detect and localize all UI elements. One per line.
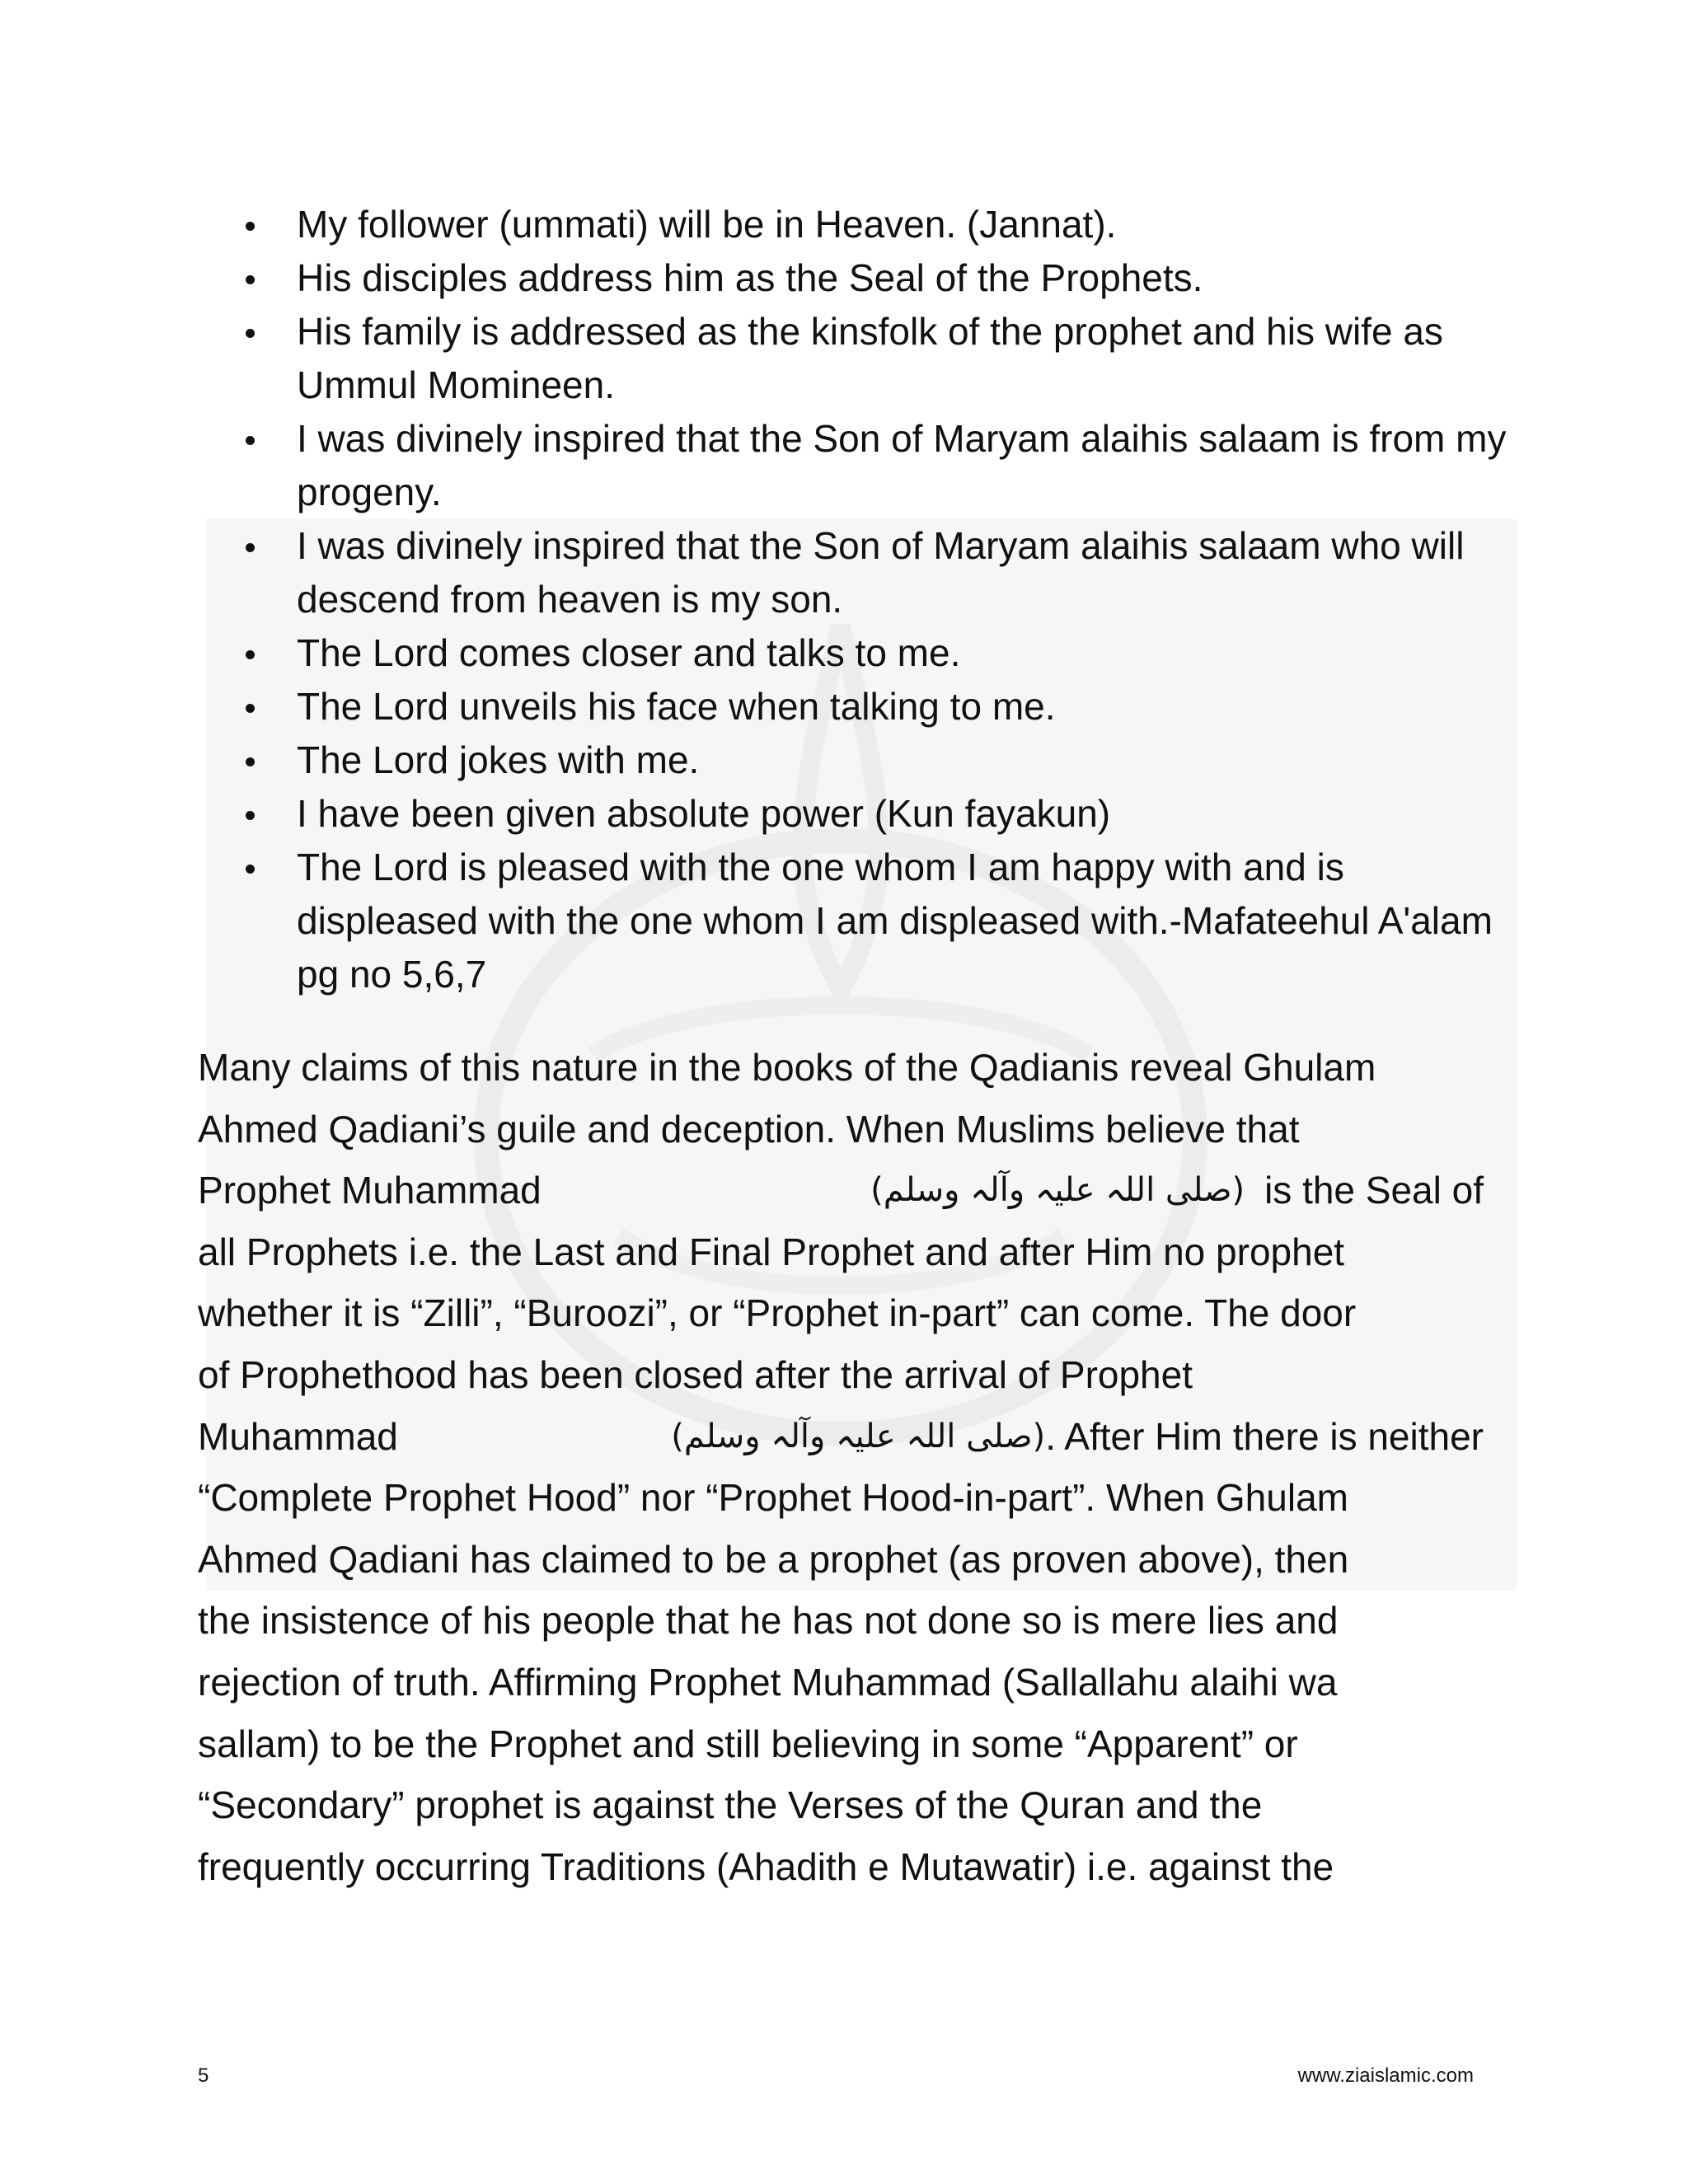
body-paragraph [198, 1037, 1484, 1897]
paragraph-line: sallam) to be the Prophet and still believing in some “Apparent” or [198, 1722, 1298, 1765]
list-item: The Lord jokes with me. [198, 733, 1517, 787]
paragraph-text: Prophet Muhammad [198, 1169, 542, 1212]
paragraph-line: frequently occurring Traditions (Ahadith e Mutawatir) i.e. against the [198, 1844, 1334, 1888]
paragraph-line [198, 1406, 1484, 1468]
paragraph-text: is the Seal of [1264, 1169, 1484, 1212]
bullet-icon [246, 757, 255, 766]
paragraph-text: . After Him there is neither [1045, 1414, 1484, 1458]
list-item: I was divinely inspired that the Son of Maryam alaihis salaam is from my progeny. [198, 412, 1517, 519]
paragraph-line: Ahmed Qadiani has claimed to be a prophet (as proven above), then [198, 1537, 1349, 1581]
paragraph-text: Muhammad [198, 1414, 398, 1458]
bullet-icon [246, 865, 255, 874]
list-item: The Lord is pleased with the one whom I am happy with and is displeased with the one whom I am displeased with.-Mafateehul A'alam pg no 5,6,7 [198, 841, 1517, 1001]
bullet-icon [246, 704, 255, 713]
claims-bullet-list [198, 198, 1517, 1001]
paragraph-line: all Prophets i.e. the Last and Final Prophet and after Him no prophet [198, 1230, 1345, 1273]
paragraph-line [198, 1160, 1484, 1221]
arabic-salutation: (صلی اللہ علیہ وآلہ وسلم) [870, 1171, 1245, 1210]
bullet-icon [246, 329, 255, 338]
bullet-icon [246, 436, 255, 445]
list-item: I have been given absolute power (Kun fayakun) [198, 787, 1517, 841]
footer-website: www.ziaislamic.com [1297, 2064, 1474, 2087]
paragraph-line: of Prophethood has been closed after the arrival of Prophet [198, 1352, 1193, 1396]
list-item: His family is addressed as the kinsfolk of the prophet and his wife as Ummul Momineen. [198, 305, 1517, 412]
paragraph-line: “Secondary” prophet is against the Verses of the Quran and the [198, 1783, 1263, 1827]
list-item: I was divinely inspired that the Son of Maryam alaihis salaam who will descend from heaven is my son. [198, 519, 1517, 626]
paragraph-line: the insistence of his people that he has not done so is mere lies and [198, 1599, 1339, 1643]
list-item: The Lord comes closer and talks to me. [198, 626, 1517, 680]
paragraph-line: Many claims of this nature in the books of the Qadianis reveal Ghulam [198, 1046, 1376, 1089]
paragraph-line: “Complete Prophet Hood” nor “Prophet Hood-in-part”. When Ghulam [198, 1476, 1348, 1520]
paragraph-line: Ahmed Qadiani’s guile and deception. When Muslims believe that [198, 1107, 1300, 1151]
bullet-icon [246, 222, 255, 231]
list-item: The Lord unveils his face when talking to me. [198, 680, 1517, 733]
bullet-icon [246, 543, 255, 552]
list-item: My follower (ummati) will be in Heaven. (Jannat). [198, 198, 1517, 251]
bullet-icon [246, 811, 255, 820]
paragraph-line: rejection of truth. Affirming Prophet Muhammad (Sallallahu alaihi wa [198, 1660, 1338, 1704]
list-item: His disciples address him as the Seal of the Prophets. [198, 251, 1517, 305]
bullet-icon [246, 650, 255, 659]
arabic-salutation: (صلی اللہ علیہ وآلہ وسلم) [671, 1417, 1046, 1455]
page-number: 5 [198, 2064, 209, 2087]
paragraph-line: whether it is “Zilli”, “Buroozi”, or “Prophet in-part” can come. The door [198, 1291, 1357, 1335]
bullet-icon [246, 275, 255, 284]
